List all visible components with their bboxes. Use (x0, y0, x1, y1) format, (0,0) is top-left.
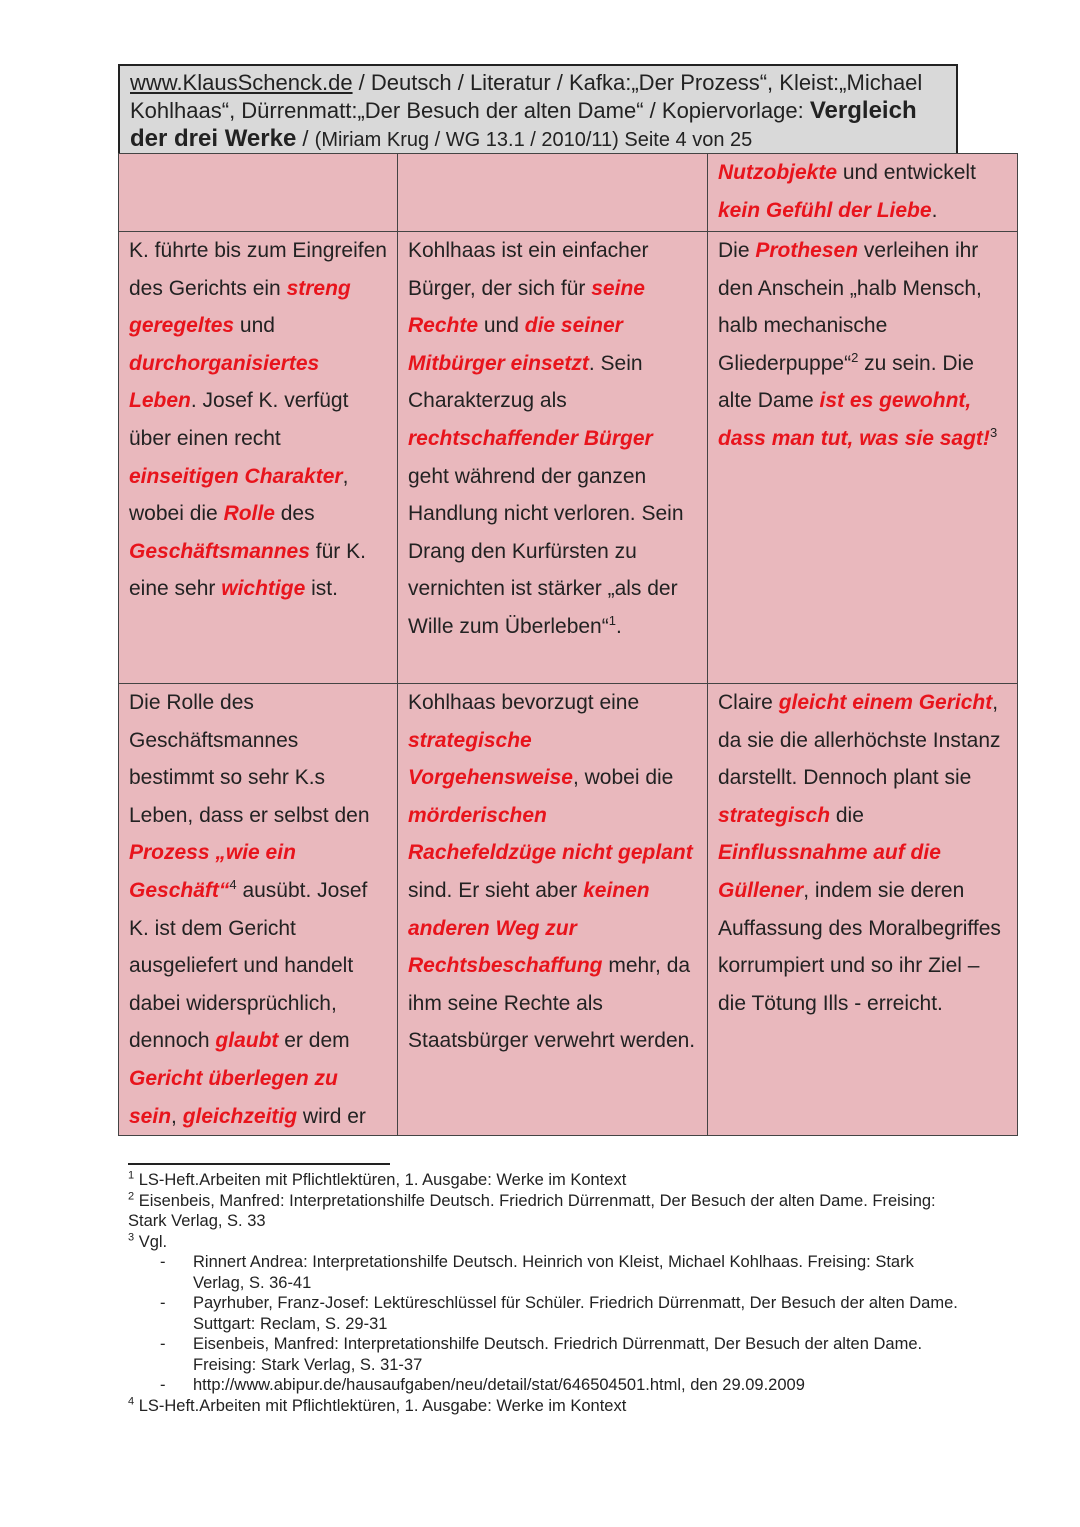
header-separator: / (296, 126, 315, 151)
header-meta: (Miriam Krug / WG 13.1 / 2010/11) Seite 4 von 25 (314, 129, 753, 151)
cell-text: , da sie die allerhöchste Instanz darstellt. Dennoch plant sie (718, 691, 1001, 790)
footnote-text: Vgl. (134, 1232, 168, 1251)
cell-text: Kohlhaas ist ein einfacher Bürger, der sich für (408, 239, 649, 300)
cell-prozess (119, 154, 398, 232)
cell-text: und entwickelt (837, 161, 976, 184)
highlight-text: die seiner Mitbürger einsetzt (408, 314, 623, 375)
footnote-text: Eisenbeis, Manfred: Interpretationshilfe Deutsch. Friedrich Dürrenmatt, Der Besuch der alten Dame. Freising: Stark Verlag, S. 33 (128, 1191, 936, 1230)
cell-text: , indem sie deren Auffassung des Moralbegriffes korrumpiert und so ihr Ziel – die Tötung Ills - erreicht. (718, 878, 1001, 1015)
footnote-number: 2 (128, 1190, 135, 1202)
footnote-divider (128, 1163, 390, 1165)
footnote-text: LS-Heft.Arbeiten mit Pflichtlektüren, 1. Ausgabe: Werke im Kontext (134, 1396, 627, 1415)
highlight-text: Prozess „wie ein Geschäft“ (129, 841, 296, 902)
list-item (128, 1293, 958, 1334)
cell-text: , wobei die (572, 766, 674, 790)
cell-text: wird er (297, 1104, 366, 1128)
cell-prozess (119, 232, 398, 684)
cell-text: sind. Er sieht aber (408, 878, 584, 902)
highlight-text: durchorganisiertes Leben (129, 351, 320, 413)
header-path: / Deutsch / Literatur / Kafka:„Der Prozess“, Kleist:„Michael (352, 70, 923, 95)
highlight-text: mörderischen Rachefeldzüge nicht geplant (408, 803, 693, 865)
highlight-text: kein Gefühl der Liebe (718, 198, 932, 222)
highlight-text: Einflussnahme auf die Güllener (718, 841, 941, 902)
cell-text: Die Rolle des Geschäftsmannes bestimmt so sehr K.s Leben, dass er selbst den (129, 691, 370, 827)
highlight-text: Geschäftsmannes (129, 539, 310, 563)
footnote-4 (128, 1396, 958, 1417)
footnote-ref: 2 (851, 349, 859, 365)
footnotes (128, 1170, 958, 1416)
cell-kohlhaas (398, 684, 708, 1136)
header-title-part1: Vergleich (809, 97, 917, 124)
cell-besuch (708, 684, 1018, 1136)
table-row (119, 154, 1018, 232)
cell-kohlhaas (398, 232, 708, 684)
footnote-3-references (128, 1252, 958, 1396)
cell-text: des (274, 502, 315, 526)
site-link[interactable]: www.KlausSchenck.de (130, 70, 353, 95)
cell-text: Kohlhaas bevorzugt eine (408, 691, 640, 714)
cell-besuch (708, 232, 1018, 684)
highlight-text: Nutzobjekte (718, 161, 838, 184)
list-dash: - (160, 1253, 166, 1271)
footnote-1 (128, 1170, 958, 1191)
cell-text: geht während der ganzen Handlung nicht verloren. Sein Drang den Kurfürsten zu vernichten ist stärker „als der Wille zum Überleben“ (408, 464, 684, 638)
list-dash: - (160, 1376, 166, 1394)
cell-text: , wobei die (129, 464, 349, 526)
cell-text: ist. (305, 577, 338, 601)
reference-text: Eisenbeis, Manfred: Interpretationshilfe Deutsch. Friedrich Dürrenmatt, Der Besuch der alten Dame. Freising: Stark Verlag, S. 31-37 (193, 1335, 923, 1374)
header-title-part2: der drei Werke (130, 125, 297, 152)
cell-text: für K. eine sehr (129, 539, 366, 601)
highlight-text: gleichzeitig (182, 1104, 298, 1128)
highlight-text: Prothesen (755, 239, 859, 262)
highlight-text: strategische Vorgehensweise (408, 728, 573, 790)
reference-link[interactable]: http://www.abipur.de/hausaufgaben/neu/detail/stat/646504501.html, den 29.09.2009 (193, 1376, 805, 1394)
footnote-3 (128, 1232, 958, 1253)
footnote-ref: 3 (989, 424, 998, 440)
table-row (119, 684, 1018, 1136)
cell-text: , (171, 1104, 183, 1128)
reference-text: Payrhuber, Franz-Josef: Lektüreschlüssel für Schüler. Friedrich Dürrenmatt, Der Besuch der alten Dame. Suttgart: Reclam, S. 29-31 (193, 1294, 958, 1333)
cell-text: er dem (278, 1029, 350, 1053)
highlight-text: ist es gewohnt, dass man tut, was sie sagt! (718, 389, 990, 450)
cell-text: die (830, 803, 864, 827)
footnote-number: 1 (128, 1169, 135, 1182)
cell-text: . Sein Charakterzug als (408, 351, 643, 413)
footnote-2 (128, 1191, 958, 1232)
cell-prozess (119, 684, 398, 1136)
cell-text: verleihen ihr den Anschein „halb Mensch, halb mechanische Gliederpuppe“ (718, 239, 982, 375)
list-dash: - (160, 1335, 166, 1353)
highlight-text: keinen anderen Weg zur Rechtsbeschaffung (408, 878, 650, 978)
cell-text: mehr, da ihm seine Rechte als Staatsbürger verwehrt werden. (408, 954, 696, 1053)
highlight-text: rechtschaffender Bürger (408, 426, 653, 450)
list-item (128, 1252, 958, 1293)
cell-text: ausübt. Josef K. ist dem Gericht ausgeliefert und handelt dabei widersprüchlich, dennoch (129, 878, 368, 1053)
highlight-text: Rolle (223, 502, 275, 526)
header-line2: Kohlhaas“, Dürrenmatt:„Der Besuch der alten Dame“ / Kopiervorlage: (130, 98, 810, 123)
cell-text: . (931, 198, 938, 222)
cell-text: und (234, 314, 275, 338)
highlight-text: gleicht einem Gericht (778, 691, 993, 714)
list-dash: - (160, 1294, 166, 1312)
highlight-text: Gericht überlegen zu sein (129, 1066, 338, 1128)
footnote-ref: 1 (608, 612, 616, 628)
list-item (128, 1334, 958, 1375)
highlight-text: strategisch (718, 803, 831, 827)
cell-text: Die (718, 239, 756, 262)
reference-text: Rinnert Andrea: Interpretationshilfe Deutsch. Heinrich von Kleist, Michael Kohlhaas. Freising: Stark Verlag, S. 36-41 (193, 1253, 914, 1292)
footnote-number: 3 (128, 1231, 135, 1243)
highlight-text: seine Rechte (408, 276, 645, 338)
cell-text: Claire (718, 691, 779, 714)
cell-text: zu sein. Die alte Dame (718, 351, 974, 413)
list-item[interactable] (128, 1375, 958, 1396)
cell-besuch (708, 154, 1018, 232)
highlight-text: wichtige (221, 577, 306, 601)
table-row (119, 232, 1018, 684)
footnote-ref: 4 (229, 876, 237, 892)
highlight-text: glaubt (215, 1029, 279, 1053)
footnote-number: 4 (128, 1395, 135, 1407)
footnote-text: LS-Heft.Arbeiten mit Pflichtlektüren, 1. Ausgabe: Werke im Kontext (134, 1171, 627, 1189)
cell-text: und (478, 314, 525, 338)
cell-text: . (615, 614, 622, 638)
cell-text: . Josef K. verfügt über einen recht (129, 389, 349, 450)
comparison-table (118, 153, 1018, 1136)
highlight-text: streng geregeltes (129, 276, 351, 338)
cell-kohlhaas (398, 154, 708, 232)
cell-text: K. führte bis zum Eingreifen des Gerichts ein (129, 239, 387, 300)
document-header (118, 64, 958, 159)
highlight-text: einseitigen Charakter (129, 464, 343, 488)
